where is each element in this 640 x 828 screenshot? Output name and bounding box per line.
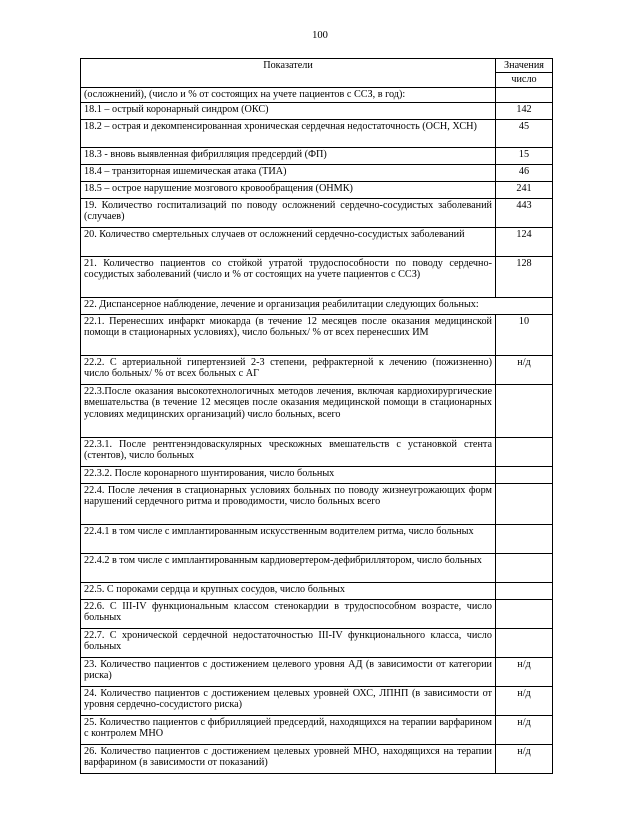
value-cell: 45 [496, 119, 553, 147]
value-cell: н/д [496, 744, 553, 773]
table-row [81, 227, 553, 256]
indicator-cell: 24. Количество пациентов с достижением целевых уровней ОХС, ЛПНП (в зависимости от уровня сердечно-сосудистого риска) [81, 686, 496, 715]
indicator-cell: 22.3.1. После рентгенэндоваскулярных чрескожных вмешательств с установкой стента (стентов), число больных [81, 437, 496, 466]
value-cell: н/д [496, 715, 553, 744]
value-cell: н/д [496, 686, 553, 715]
indicator-cell: 20. Количество смертельных случаев от осложнений сердечно-сосудистых заболеваний [81, 227, 496, 256]
table-row [81, 164, 553, 181]
table-row [81, 87, 553, 102]
table-row [81, 102, 553, 119]
page-number: 100 [312, 30, 328, 41]
value-cell: 124 [496, 227, 553, 256]
table-row [81, 715, 553, 744]
header-values-sub: число [496, 73, 553, 87]
indicator-cell: 22.5. С пороками сердца и крупных сосудов, число больных [81, 582, 496, 599]
indicator-cell: 22.3.2. После коронарного шунтирования, число больных [81, 466, 496, 483]
table-row [81, 256, 553, 297]
indicator-cell: 22.7. С хронической сердечной недостаточностью III-IV функционального класса, число больных [81, 628, 496, 657]
value-cell [496, 553, 553, 582]
indicator-cell: 22.2. С артериальной гипертензией 2-3 степени, рефрактерной к лечению (пожизненно) число больных/ % от всех больных с АГ [81, 355, 496, 384]
indicator-cell: (осложнений), (число и % от состоящих на учете пациентов с ССЗ, в год): [81, 87, 496, 102]
indicator-cell: 22.1. Перенесших инфаркт миокарда (в течение 12 месяцев после оказания медицинской помощи в стационарных условиях), число больных/ % от всех перенесших ИМ [81, 314, 496, 355]
table-row [81, 599, 553, 628]
indicator-cell: 18.1 – острый коронарный синдром (ОКС) [81, 102, 496, 119]
header-indicators: Показатели [81, 59, 496, 88]
value-cell [496, 384, 553, 437]
table-row [81, 657, 553, 686]
value-cell: 15 [496, 147, 553, 164]
indicator-cell: 19. Количество госпитализаций по поводу осложнений сердечно-сосудистых заболеваний (случаев) [81, 198, 496, 227]
indicator-cell: 18.5 – острое нарушение мозгового кровообращения (ОНМК) [81, 181, 496, 198]
value-cell [496, 466, 553, 483]
table-row [81, 553, 553, 582]
table-row [81, 686, 553, 715]
table-row [81, 147, 553, 164]
table-row [81, 628, 553, 657]
value-cell: 443 [496, 198, 553, 227]
indicator-cell: 18.4 – транзиторная ишемическая атака (ТИА) [81, 164, 496, 181]
value-cell [496, 599, 553, 628]
indicator-cell: 22.6. С III-IV функциональным классом стенокардии в трудоспособном возрасте, число больных [81, 599, 496, 628]
table-row [81, 744, 553, 773]
indicator-cell: 18.3 - вновь выявленная фибрилляция предсердий (ФП) [81, 147, 496, 164]
value-cell [496, 87, 553, 102]
value-cell: н/д [496, 355, 553, 384]
table-row [81, 483, 553, 524]
value-cell: 10 [496, 314, 553, 355]
indicator-cell: 22.3.После оказания высокотехнологичных методов лечения, включая кардиохирургические вмешательства (в течение 12 месяцев после оказания медицинской помощи в стационарных условиях медицинских организаций) число больных, всего [81, 384, 496, 437]
table-row [81, 524, 553, 553]
table-row [81, 582, 553, 599]
table-row [81, 384, 553, 437]
indicator-cell: 23. Количество пациентов с достижением целевого уровня АД (в зависимости от категории риска) [81, 657, 496, 686]
table-row [81, 119, 553, 147]
value-cell [496, 437, 553, 466]
table-row [81, 181, 553, 198]
value-cell: 241 [496, 181, 553, 198]
value-cell [496, 483, 553, 524]
value-cell: 128 [496, 256, 553, 297]
indicator-cell: 18.2 – острая и декомпенсированная хроническая сердечная недостаточность (ОСН, ХСН) [81, 119, 496, 147]
table-row [81, 355, 553, 384]
indicator-cell: 22. Диспансерное наблюдение, лечение и организация реабилитации следующих больных: [81, 297, 553, 314]
indicator-cell: 21. Количество пациентов со стойкой утратой трудоспособности по поводу сердечно-сосудистых заболеваний (число и % от состоящих на учете пациентов с ССЗ) [81, 256, 496, 297]
indicator-cell: 22.4. После лечения в стационарных условиях больных по поводу жизнеугрожающих форм нарушений сердечного ритма и проводимости, число больных всего [81, 483, 496, 524]
value-cell: н/д [496, 657, 553, 686]
table-row [81, 297, 553, 314]
value-cell [496, 628, 553, 657]
table-row [81, 314, 553, 355]
indicator-cell: 22.4.1 в том числе с имплантированным искусственным водителем ритма, число больных [81, 524, 496, 553]
table-row [81, 437, 553, 466]
indicators-table [80, 58, 553, 774]
indicator-cell: 22.4.2 в том числе с имплантированным кардиовертером-дефибриллятором, число больных [81, 553, 496, 582]
header-values: Значения [496, 59, 553, 73]
indicator-cell: 25. Количество пациентов с фибрилляцией предсердий, находящихся на терапии варфарином с контролем МНО [81, 715, 496, 744]
value-cell: 46 [496, 164, 553, 181]
table-header-row [81, 59, 553, 73]
indicator-cell: 26. Количество пациентов с достижением целевых уровней МНО, находящихся на терапии варфарином (в зависимости от показаний) [81, 744, 496, 773]
value-cell [496, 582, 553, 599]
value-cell [496, 524, 553, 553]
value-cell: 142 [496, 102, 553, 119]
table-row [81, 198, 553, 227]
table-row [81, 466, 553, 483]
